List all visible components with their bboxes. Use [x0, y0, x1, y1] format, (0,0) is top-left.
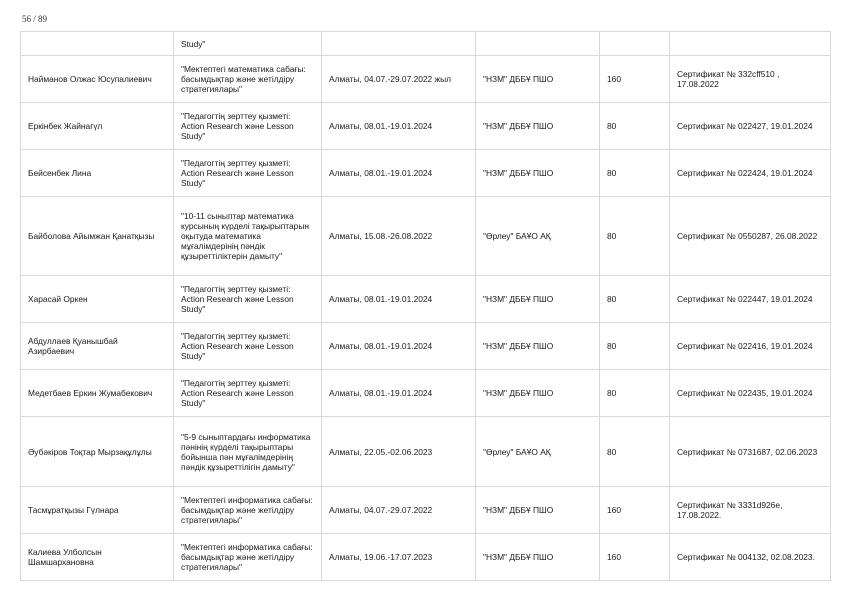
cell-place-dates: Алматы, 08.01.-19.01.2024 — [322, 150, 476, 197]
cell-name: Еркінбек Жайнагүл — [21, 103, 174, 150]
cell-certificate: Сертификат № 022447, 19.01.2024 — [670, 276, 831, 323]
cell-course: "Мектептегі информатика сабағы: басымдықтар және жетілдіру стратегиялары" — [174, 534, 322, 581]
cell-hours: 80 — [600, 197, 670, 276]
cell-course: "Мектептегі информатика сабағы: басымдықтар және жетілдіру стратегиялары" — [174, 487, 322, 534]
cell-certificate: Сертификат № 022435, 19.01.2024 — [670, 370, 831, 417]
table-body — [21, 32, 831, 581]
cell-hours: 80 — [600, 370, 670, 417]
cell-place-dates: Алматы, 08.01.-19.01.2024 — [322, 323, 476, 370]
training-table — [20, 31, 831, 581]
cell-certificate: Сертификат № 022416, 19.01.2024 — [670, 323, 831, 370]
table-row — [21, 56, 831, 103]
cell-hours: 80 — [600, 276, 670, 323]
page-number: 56 / 89 — [22, 14, 48, 24]
cell-hours: 80 — [600, 417, 670, 487]
table-row — [21, 323, 831, 370]
table-row — [21, 417, 831, 487]
cell-organization: "НЗМ" ДББҰ ПШО — [476, 56, 600, 103]
cell-hours: 80 — [600, 103, 670, 150]
cell-hours: 160 — [600, 534, 670, 581]
cell-organization: "НЗМ" ДББҰ ПШО — [476, 370, 600, 417]
cell-course: "Мектептегі математика сабағы: басымдықтар және жетілдіру стратегиялары" — [174, 56, 322, 103]
table-row — [21, 150, 831, 197]
cell-name — [21, 32, 174, 56]
cell-course: "Педагогтің зерттеу қызметі: Action Research және Lesson Study" — [174, 276, 322, 323]
cell-name: Абдуллаев Қуанышбай Азирбаевич — [21, 323, 174, 370]
cell-hours — [600, 32, 670, 56]
cell-organization: "НЗМ" ДББҰ ПШО — [476, 150, 600, 197]
cell-course: "Педагогтің зерттеу қызметі: Action Research және Lesson Study" — [174, 150, 322, 197]
table-row — [21, 276, 831, 323]
cell-name: Найманов Олжас Юсупалиевич — [21, 56, 174, 103]
cell-certificate: Сертификат № 022424, 19.01.2024 — [670, 150, 831, 197]
cell-place-dates — [322, 32, 476, 56]
cell-place-dates: Алматы, 15.08.-26.08.2022 — [322, 197, 476, 276]
cell-course: "Педагогтің зерттеу қызметі: Action Research және Lesson Study" — [174, 370, 322, 417]
cell-name: Әубәкіров Тоқтар Мырзақұлұлы — [21, 417, 174, 487]
cell-place-dates: Алматы, 22.05.-02.06.2023 — [322, 417, 476, 487]
cell-course: Study" — [174, 32, 322, 56]
cell-certificate: Сертификат № 0731687, 02.06.2023 — [670, 417, 831, 487]
cell-hours: 160 — [600, 487, 670, 534]
cell-name: Харасай Оркен — [21, 276, 174, 323]
table-row — [21, 197, 831, 276]
cell-course: "Педагогтің зерттеу қызметі: Action Research және Lesson Study" — [174, 323, 322, 370]
cell-certificate: Сертификат № 004132, 02.08.2023. — [670, 534, 831, 581]
cell-name: Калиева Улболсын Шамшархановна — [21, 534, 174, 581]
cell-place-dates: Алматы, 08.01.-19.01.2024 — [322, 370, 476, 417]
cell-organization: "НЗМ" ДББҰ ПШО — [476, 323, 600, 370]
cell-organization: "НЗМ" ДББҰ ПШО — [476, 534, 600, 581]
cell-place-dates: Алматы, 08.01.-19.01.2024 — [322, 276, 476, 323]
cell-organization: "НЗМ" ДББҰ ПШО — [476, 276, 600, 323]
cell-hours: 80 — [600, 323, 670, 370]
cell-certificate: Сертификат № 3331d926e, 17.08.2022. — [670, 487, 831, 534]
cell-organization: "НЗМ" ДББҰ ПШО — [476, 487, 600, 534]
table-row — [21, 370, 831, 417]
cell-course: "10-11 сыныптар математика курсының күрделі тақырыптарын оқытуда математика мұғалімдерінің пәндік құзыреттіліктерін дамыту" — [174, 197, 322, 276]
cell-course: "Педагогтің зерттеу қызметі: Action Research және Lesson Study" — [174, 103, 322, 150]
cell-place-dates: Алматы, 04.07.-29.07.2022 — [322, 487, 476, 534]
cell-certificate: Сертификат № 022427, 19.01.2024 — [670, 103, 831, 150]
cell-certificate — [670, 32, 831, 56]
cell-organization: "НЗМ" ДББҰ ПШО — [476, 103, 600, 150]
cell-course: "5-9 сыныптардағы информатика пәнінің күрделі тақырыптары бойынша пән мұғалімдерінің пәндік құзыреттілігін дамыту" — [174, 417, 322, 487]
cell-organization — [476, 32, 600, 56]
table-row — [21, 103, 831, 150]
cell-name: Тасмұратқызы Гүлнара — [21, 487, 174, 534]
cell-place-dates: Алматы, 08.01.-19.01.2024 — [322, 103, 476, 150]
cell-name: Байболова Айымжан Қанатқызы — [21, 197, 174, 276]
cell-certificate: Сертификат № 332cff510 , 17.08.2022 — [670, 56, 831, 103]
cell-organization: "Өрлеу" БАҰО АҚ — [476, 417, 600, 487]
cell-place-dates: Алматы, 04.07.-29.07.2022 жыл — [322, 56, 476, 103]
cell-hours: 80 — [600, 150, 670, 197]
cell-name: Бейсенбек Лина — [21, 150, 174, 197]
table-row — [21, 32, 831, 56]
cell-place-dates: Алматы, 19.06.-17.07.2023 — [322, 534, 476, 581]
table-row — [21, 534, 831, 581]
table-row — [21, 487, 831, 534]
cell-organization: "Өрлеу" БАҰО АҚ — [476, 197, 600, 276]
cell-name: Медетбаев Еркин Жумабекович — [21, 370, 174, 417]
cell-hours: 160 — [600, 56, 670, 103]
cell-certificate: Сертификат № 0550287, 26.08.2022 — [670, 197, 831, 276]
